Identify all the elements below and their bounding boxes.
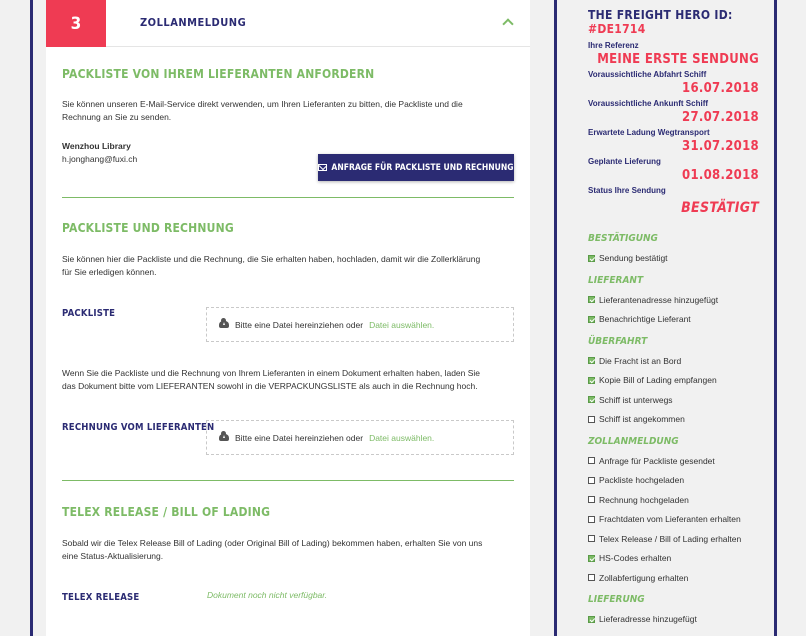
checkbox-unchecked-icon [588, 574, 595, 581]
checklist-item-label: Sendung bestätigt [599, 253, 668, 263]
checklist-item-label: Kopie Bill of Lading empfangen [599, 375, 717, 385]
shipment-sidebar [557, 0, 774, 636]
checkbox-checked-icon [588, 616, 595, 623]
invoice-label: RECHNUNG VOM LIEFERANTEN [62, 422, 215, 433]
checkbox-checked-icon [588, 357, 595, 364]
sidebar-right-border [774, 0, 777, 636]
checklist-group-title: ÜBERFAHRT [588, 335, 648, 347]
checkbox-checked-icon [588, 396, 595, 403]
freight-hero-id [588, 8, 774, 36]
checklist-group-title: ZOLLANMELDUNG [588, 435, 679, 447]
dropzone-text: Bitte eine Datei hereinziehen oder [235, 319, 364, 330]
left-border-bar [30, 0, 33, 636]
checklist-item [588, 295, 718, 305]
packing-request-text-2: Rechnung an Sie zu senden. [62, 112, 172, 122]
section-divider [62, 197, 514, 198]
checklist-item [588, 253, 668, 263]
checklist-item [588, 534, 741, 544]
checklist-item-label: Telex Release / Bill of Lading erhalten [599, 533, 742, 544]
packing-request-text-1: Sie können unseren E-Mail-Service direkt verwenden, um Ihren Lieferanten zu bitten, die Packliste und die [62, 99, 463, 109]
onward-value: 31.07.2018 [682, 139, 759, 154]
cloud-upload-icon [219, 321, 229, 328]
checklist-item-label: Packliste hochgeladen [599, 475, 685, 485]
select-file-link[interactable]: Datei auswählen. [369, 319, 435, 330]
checklist-item [588, 375, 717, 385]
packing-invoice-text-1: Sie können hier die Packliste und die Rechnung, die Sie erhalten haben, hochladen, damit wir die Zollerklärung [62, 254, 481, 264]
hero-id-code: #DE1714 [588, 22, 646, 36]
packing-list-dropzone[interactable] [206, 307, 514, 342]
invoice-dropzone[interactable] [206, 420, 514, 455]
arrival-value: 27.07.2018 [682, 110, 759, 125]
checklist-item [588, 395, 673, 405]
checkbox-checked-icon [588, 255, 595, 262]
checkbox-checked-icon [588, 296, 595, 303]
cloud-upload-icon [219, 434, 229, 441]
checkbox-unchecked-icon [588, 516, 595, 523]
telex-text-2: eine Status-Aktualisierung. [62, 551, 164, 561]
departure-label: Voraussichtliche Abfahrt Schiff [588, 70, 707, 79]
request-button-label: ANFRAGE FÜR PACKLISTE UND RECHNUNG [331, 162, 514, 173]
checklist-item [588, 475, 684, 485]
checkbox-unchecked-icon [588, 457, 595, 464]
checklist-item-label: Schiff ist angekommen [599, 414, 685, 424]
chevron-up-icon[interactable] [502, 18, 513, 29]
telex-text-1: Sobald wir die Telex Release Bill of Lading (oder Original Bill of Lading) bekommen haben, erhalten Sie von uns [62, 538, 483, 548]
telex-release-label: TELEX RELEASE [62, 592, 140, 603]
supplier-name: Wenzhou Library [62, 141, 131, 151]
checklist-item-label: Die Fracht ist an Bord [599, 355, 682, 366]
customs-panel [46, 0, 530, 636]
packing-invoice-heading: PACKLISTE UND RECHNUNG [62, 221, 234, 235]
checkbox-checked-icon [588, 316, 595, 323]
request-packing-list-button[interactable] [318, 154, 514, 181]
checklist-item-label: Anfrage für Packliste gesendet [599, 455, 715, 466]
supplier-email: h.jonghang@fuxi.ch [62, 154, 138, 164]
telex-status-text: Dokument noch nicht verfügbar. [207, 590, 328, 600]
checklist-group-title: LIEFERUNG [588, 594, 645, 605]
checklist-item [588, 553, 671, 563]
dropzone-text: Bitte eine Datei hereinziehen oder [235, 432, 364, 443]
checklist-item-label: Lieferantenadresse hinzugefügt [599, 294, 719, 305]
delivery-label: Geplante Lieferung [588, 157, 661, 166]
checklist-item-label: Lieferadresse hinzugefügt [599, 614, 697, 624]
checklist-group-title: LIEFERANT [588, 274, 644, 286]
checklist-item [588, 495, 689, 505]
checklist-item [588, 314, 691, 324]
checklist-item [588, 614, 697, 624]
checklist-item-label: Rechnung hochgeladen [599, 494, 689, 505]
status-value: BESTÄTIGT [681, 200, 759, 216]
packing-request-heading: PACKLISTE VON IHREM LIEFERANTEN ANFORDERN [62, 67, 375, 81]
checkbox-unchecked-icon [588, 416, 595, 423]
reference-label: Ihre Referenz [588, 41, 639, 50]
step-number-badge: 3 [46, 0, 106, 47]
checklist-item [588, 514, 741, 524]
combined-doc-text-1: Wenn Sie die Packliste und die Rechnung von Ihrem Lieferanten in einem Dokument erhalten haben, laden Sie [62, 368, 481, 378]
packing-list-label: PACKLISTE [62, 308, 116, 319]
checkbox-checked-icon [588, 377, 595, 384]
checklist-item [588, 356, 681, 366]
checklist-item-label: Frachtdaten vom Lieferanten erhalten [599, 514, 741, 524]
checkbox-unchecked-icon [588, 496, 595, 503]
checklist-item-label: HS-Codes erhalten [599, 553, 672, 563]
hero-id-prefix: THE FREIGHT HERO ID: [588, 8, 733, 22]
departure-value: 16.07.2018 [682, 81, 759, 96]
select-file-link[interactable]: Datei auswählen. [369, 432, 435, 443]
checklist-item [588, 573, 688, 583]
checkbox-unchecked-icon [588, 477, 595, 484]
onward-label: Erwartete Ladung Wegtransport [588, 128, 710, 137]
step-title: ZOLLANMELDUNG [140, 16, 247, 29]
status-label: Status Ihre Sendung [588, 186, 666, 195]
telex-heading: TELEX RELEASE / BILL OF LADING [62, 505, 271, 519]
checklist-item-label: Schiff ist unterwegs [599, 394, 673, 405]
packing-invoice-text-2: für Sie erledigen können. [62, 267, 157, 277]
arrival-label: Voraussichtliche Ankunft Schiff [588, 99, 709, 108]
checklist-item [588, 456, 715, 466]
checkbox-unchecked-icon [588, 535, 595, 542]
checkbox-checked-icon [588, 555, 595, 562]
checklist-item-label: Benachrichtige Lieferant [599, 314, 691, 324]
envelope-icon [318, 164, 327, 171]
checklist-group-title: BESTÄTIGUNG [588, 233, 658, 244]
section-divider [62, 480, 514, 481]
delivery-value: 01.08.2018 [682, 168, 759, 183]
checklist-item-label: Zollabfertigung erhalten [599, 572, 689, 583]
combined-doc-text-2: das Dokument bitte vom LIEFERANTEN sowohl in die VERPACKUNGSLISTE als auch in die Rechnung hoch. [62, 381, 478, 391]
step-header[interactable] [46, 0, 530, 47]
reference-value: MEINE ERSTE SENDUNG [597, 52, 759, 67]
checklist-item [588, 414, 685, 424]
